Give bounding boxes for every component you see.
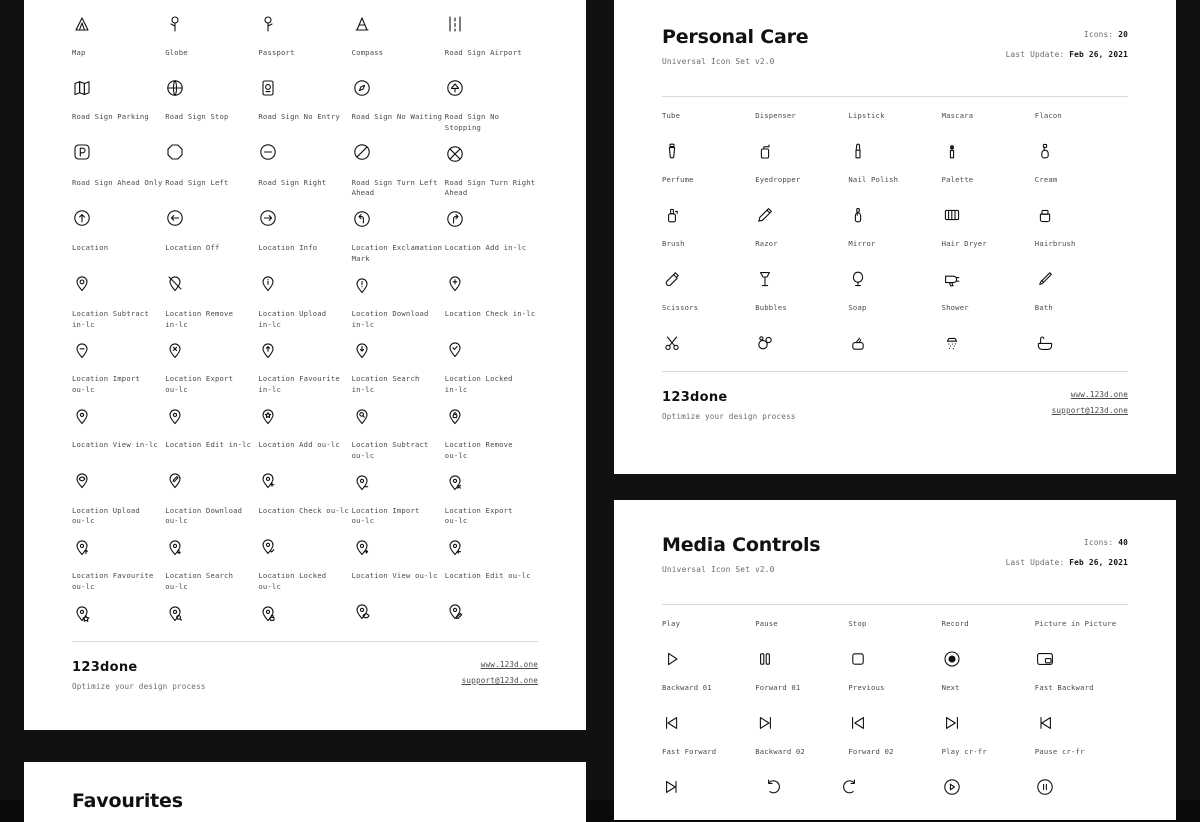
passport-icon[interactable] [258,78,351,98]
icon-label: Location Locked ou-lc [258,571,327,591]
website-link[interactable]: www.123d.one [1070,390,1128,399]
icon-label: Location [72,243,109,253]
icon-cell[interactable] [258,557,351,623]
road-sign-ahead-only-icon[interactable] [72,208,165,228]
last-update-line [1006,558,1128,567]
sheet-meta [1006,26,1128,70]
picture-in-picture-icon[interactable] [1035,649,1128,669]
road-sign-right-icon[interactable] [258,208,351,228]
icon-cell[interactable] [352,229,445,295]
icon-cell[interactable] [258,492,351,558]
icon-label: Bubbles [755,303,787,312]
play-cr-fr-icon[interactable] [942,777,1035,797]
icon-label: Flacon [1034,111,1062,120]
cream-icon[interactable] [1035,205,1128,225]
icon-label: Location Import ou-lc [351,505,420,526]
page-title: Media Controls [662,534,821,556]
icon-label: Location Download in-lc [351,308,429,329]
icon-cell[interactable] [165,34,258,98]
mirror-icon[interactable] [848,269,941,289]
icon-label: Map [72,48,86,57]
last-update-label: Last Update: [1005,558,1065,567]
icon-cell[interactable] [1035,289,1128,353]
icons-count-value: 40 [1118,538,1128,547]
icon-cell[interactable] [72,229,165,295]
location-favourite-ou-lc-icon[interactable] [72,603,165,623]
flacon-icon[interactable] [1035,141,1128,161]
icon-label: Location Subtract in-lc [72,308,149,329]
icon-cell[interactable] [848,225,941,289]
location-info-icon[interactable] [258,273,351,293]
mascara-icon[interactable] [942,141,1035,161]
icon-label: Soap [848,303,867,312]
icon-label: Bath [1034,303,1053,312]
icon-cell[interactable] [72,34,165,98]
play-icon[interactable] [662,649,755,669]
icon-cell[interactable] [165,426,258,492]
icon-cell[interactable] [352,34,445,98]
icon-cell[interactable] [258,98,351,164]
traffic-cone-icon[interactable] [352,14,445,34]
icon-cell[interactable] [942,733,1035,797]
icon-label: Backward 01 [662,683,712,692]
icon-label: Scissors [662,303,699,312]
icon-cell[interactable] [942,605,1035,669]
icon-label: Nail Polish [848,175,899,184]
icon-label [72,0,165,4]
location-subtract-ou-lc-icon[interactable] [352,472,445,492]
backward-02-icon[interactable] [755,777,848,797]
compass-icon[interactable] [352,78,445,98]
icon-cell[interactable] [848,733,941,797]
icon-cell[interactable] [352,295,445,361]
location-exclamation-mark-icon[interactable] [352,275,445,295]
icon-label: Road Sign No Entry [258,112,340,121]
location-download-in-lc-icon[interactable] [352,340,445,360]
backward-01-icon[interactable] [662,713,755,733]
icon-label: Location Upload ou-lc [72,505,140,526]
icon-cell[interactable] [165,492,258,558]
location-subtract-in-lc-icon[interactable] [72,340,165,360]
icon-label: Previous [848,683,885,692]
icon-cell[interactable] [942,161,1035,225]
icon-cell[interactable] [445,360,538,426]
brand-block [72,660,206,691]
icon-label: Fast Forward [662,747,717,756]
lipstick-icon[interactable] [848,141,941,161]
record-icon[interactable] [942,649,1035,669]
icon-label: Location Edit ou-lc [444,571,531,581]
location-view-ou-lc-icon[interactable] [352,601,445,621]
icon-label: Location Search ou-lc [165,571,234,591]
location-add-ou-lc-icon[interactable] [258,470,351,490]
icon-label: Cream [1034,175,1058,184]
brand-block [662,390,796,421]
icon-cell[interactable] [258,426,351,492]
location-export-ou-lc-2-icon[interactable] [445,537,538,557]
icon-cell[interactable] [755,605,848,669]
icon-label: Location View in-lc [72,439,159,449]
icon-label: Road Sign Airport [444,48,522,57]
support-email-link[interactable]: support@123d.one [461,675,538,685]
footer-links [462,660,538,692]
icon-label: Play cr-fr [941,747,987,756]
icon-cell[interactable] [72,557,165,623]
icon-label: Location Check in-lc [444,308,536,318]
location-upload-ou-lc-icon[interactable] [72,537,165,557]
scissors-icon[interactable] [662,333,755,353]
icon-cell[interactable] [1035,669,1128,733]
location-locked-ou-lc-icon[interactable] [258,603,351,623]
icon-cell[interactable] [258,295,351,361]
sheet-footer [72,641,538,692]
last-update-value: Feb 26, 2021 [1069,50,1128,59]
icon-cell[interactable] [848,605,941,669]
page-subtitle: Universal Icon Set v2.0 [662,57,775,66]
icon-label: Location Export ou-lc [444,505,513,526]
icon-label: Palette [941,175,974,184]
icons-count-line [1006,30,1128,39]
icon-label: Road Sign Turn Right Ahead [444,177,536,198]
icon-label: Location Search in-lc [351,374,420,395]
icon-cell[interactable] [445,426,538,492]
icon-cell[interactable] [445,164,538,230]
forward-01-icon[interactable] [755,713,848,733]
website-link[interactable]: www.123d.one [480,659,538,669]
road-sign-left-icon[interactable] [165,208,258,228]
bath-icon[interactable] [1035,333,1128,353]
icon-cell[interactable] [165,164,258,230]
icon-label: Road Sign Stop [165,112,229,121]
icon-label: Road Sign Left [165,177,229,187]
icon-cell[interactable] [755,669,848,733]
icon-grid-maps-location [72,0,538,623]
icon-cell[interactable] [445,0,538,34]
location-off-icon[interactable] [165,273,258,293]
icons-count-label: Icons: [1083,30,1114,39]
icon-cell[interactable] [258,360,351,426]
icon-cell[interactable] [445,492,538,558]
globe-icon[interactable] [165,78,258,98]
icon-cell[interactable] [662,161,755,225]
icon-cell[interactable] [258,229,351,295]
icon-label [258,0,351,4]
sheet-meta [1006,534,1128,578]
last-update-value: Feb 26, 2021 [1069,558,1128,567]
support-email-link[interactable]: support@123d.one [1051,406,1128,415]
icon-cell[interactable] [755,161,848,225]
road-sign-parking-icon[interactable] [72,142,165,162]
icon-label: Mirror [848,239,876,248]
icon-sheet-maps-location [24,0,586,730]
icon-cell[interactable] [352,360,445,426]
icon-label: Next [941,683,960,692]
stop-icon[interactable] [848,649,941,669]
icon-label: Pause cr-fr [1034,747,1085,756]
road-sign-no-entry-icon[interactable] [258,142,351,162]
location-check-ou-lc-icon[interactable] [258,536,351,556]
icon-sheet-favourites [24,762,586,822]
icon-cell[interactable] [848,289,941,353]
tube-icon[interactable] [662,141,755,161]
location-upload-in-lc-icon[interactable] [258,340,351,360]
pointer-left-icon[interactable] [165,14,258,34]
location-locked-in-lc-icon[interactable] [445,406,538,426]
icon-cell[interactable] [942,225,1035,289]
icon-cell[interactable] [662,289,755,353]
soap-icon[interactable] [848,333,941,353]
map-icon[interactable] [72,78,165,98]
fast-forward-icon[interactable] [662,777,755,797]
pointer-right-icon[interactable] [258,14,351,34]
icon-cell[interactable] [72,98,165,164]
location-export-ou-lc-icon[interactable] [165,406,258,426]
previous-icon[interactable] [848,713,941,733]
nail-polish-icon[interactable] [848,205,941,225]
icon-label: Road Sign No Waiting [351,112,443,121]
icon-label: Location Subtract ou-lc [351,439,429,460]
brand-tagline: Optimize your design process [72,681,206,691]
icon-label: Fast Backward [1034,683,1094,692]
icon-label: Location Edit in-lc [165,439,252,449]
location-download-ou-lc-icon[interactable] [165,537,258,557]
icon-label: Hair Dryer [941,239,987,248]
location-icon[interactable] [72,273,165,293]
icon-sheet-media-controls [614,500,1176,820]
location-favourite-in-lc-icon[interactable] [258,406,351,426]
icon-label: Eyedropper [755,175,801,184]
icon-label [352,0,445,4]
icon-cell[interactable] [72,295,165,361]
icon-cell[interactable] [352,492,445,558]
icon-cell[interactable] [72,360,165,426]
icon-cell[interactable] [662,97,755,161]
razor-icon[interactable] [755,269,848,289]
icon-label: Location Exclamation Mark [351,243,443,263]
brand-logo: 123done [72,659,138,675]
icon-cell[interactable] [72,164,165,230]
icon-cell[interactable] [1035,225,1128,289]
icon-label: Location Add in-lc [444,243,527,253]
icon-cell[interactable] [258,164,351,230]
dispenser-icon[interactable] [755,141,848,161]
icon-label: Road Sign Ahead Only [72,177,163,187]
icon-label: Mascara [941,111,974,120]
icon-label: Compass [351,48,384,57]
shower-icon[interactable] [942,333,1035,353]
icon-label: Perfume [662,175,694,184]
icon-cell[interactable] [445,34,538,98]
icon-cell[interactable] [848,669,941,733]
icon-cell[interactable] [942,669,1035,733]
icons-count-label: Icons: [1083,538,1114,547]
icon-cell[interactable] [165,295,258,361]
footer-links [1052,390,1128,422]
icon-cell[interactable] [662,733,755,797]
icon-label: Location Add ou-lc [258,439,340,449]
bubbles-icon[interactable] [755,333,848,353]
icon-cell[interactable] [165,98,258,164]
icon-label: Road Sign Parking [72,112,149,121]
location-check-in-lc-icon[interactable] [445,339,538,359]
brand-tagline: Optimize your design process [662,412,796,421]
icon-label: Backward 02 [755,747,805,756]
icon-label: Pause [755,619,778,628]
icon-label: Location Locked in-lc [444,374,513,395]
icon-cell[interactable] [165,360,258,426]
icon-cell[interactable] [445,557,538,623]
sheet-footer [662,371,1128,422]
icon-grid-personal-care [662,97,1128,353]
icon-label: Location Favourite in-lc [258,374,340,395]
icon-cell[interactable] [352,557,445,623]
icon-cell[interactable] [445,229,538,295]
icon-cell[interactable] [942,289,1035,353]
icon-label: Location Off [165,243,220,253]
road-sign-no-stopping-icon[interactable] [445,144,538,164]
road-sign-airport-icon[interactable] [445,78,538,98]
icon-label: Tube [662,111,681,120]
icon-grid-media-controls [662,605,1128,797]
icon-cell[interactable] [445,98,538,164]
icon-label: Location Info [258,243,318,253]
icon-cell[interactable] [848,161,941,225]
icon-label: Location Favourite ou-lc [72,571,154,591]
icon-label: Location Check ou-lc [258,505,349,515]
page-title: Personal Care [662,26,809,48]
location-edit-in-lc-icon[interactable] [165,470,258,490]
icon-label [445,0,538,4]
last-update-line [1006,50,1128,59]
icon-label: Location Import ou-lc [72,374,140,395]
icon-cell[interactable] [1035,161,1128,225]
last-update-label: Last Update: [1005,50,1065,59]
icon-cell[interactable] [445,295,538,361]
perfume-icon[interactable] [662,205,755,225]
page-subtitle: Universal Icon Set v2.0 [662,565,775,574]
icon-cell[interactable] [755,97,848,161]
hair-dryer-icon[interactable] [942,269,1035,289]
icon-label: Record [941,619,969,628]
icon-cell[interactable] [72,492,165,558]
location-add-in-lc-icon[interactable] [445,273,538,293]
location-edit-ou-lc-icon[interactable] [445,601,538,621]
icon-label: Globe [165,48,188,57]
road-sign-stop-icon[interactable] [165,142,258,162]
icon-label: Brush [662,239,685,248]
icon-cell[interactable] [1035,97,1128,161]
icon-label: Forward 02 [848,747,894,756]
page-title: Favourites [72,790,183,812]
icon-label: Road Sign Turn Left Ahead [351,177,438,198]
sheet-header [662,0,1128,70]
location-import-ou-lc-icon[interactable] [72,406,165,426]
icon-label: Location Upload in-lc [258,308,327,329]
icon-label: Dispenser [755,111,796,120]
icon-label: Play [662,619,681,628]
location-remove-ou-lc-icon[interactable] [445,472,538,492]
icon-label: Road Sign Right [258,177,327,187]
sheet-header [662,500,1128,578]
brand-logo: 123done [662,390,728,405]
icon-label: Location Download ou-lc [165,505,243,526]
icon-cell[interactable] [72,426,165,492]
icon-cell[interactable] [352,98,445,164]
location-import-ou-lc-2-icon[interactable] [352,537,445,557]
icon-cell[interactable] [755,289,848,353]
pause-icon[interactable] [755,649,848,669]
icon-cell[interactable] [165,557,258,623]
icon-label: Picture in Picture [1034,619,1117,628]
icon-cell[interactable] [662,669,755,733]
icon-cell[interactable] [258,34,351,98]
road-sign-turn-right-ahead-icon[interactable] [445,209,538,229]
icon-label: Location Remove in-lc [165,308,234,329]
icon-cell[interactable] [1035,605,1128,669]
location-search-ou-lc-icon[interactable] [165,603,258,623]
eyedropper-icon[interactable] [755,205,848,225]
campsite-icon[interactable] [72,14,165,34]
icon-cell[interactable] [755,225,848,289]
next-icon[interactable] [942,713,1035,733]
icon-label: Razor [755,239,778,248]
icon-label: Road Sign No Stopping [444,112,500,132]
brush-icon[interactable] [662,269,755,289]
fast-backward-icon[interactable] [1035,713,1128,733]
icon-cell[interactable] [352,426,445,492]
location-view-in-lc-icon[interactable] [72,470,165,490]
icon-label: Lipstick [848,111,885,120]
icon-label: Hairbrush [1034,239,1076,248]
icon-label: Passport [258,48,295,57]
icon-cell[interactable] [662,225,755,289]
icon-label: Location Remove ou-lc [444,439,513,460]
icon-cell[interactable] [662,605,755,669]
forward-02-icon[interactable] [848,777,941,797]
icon-label: Shower [941,303,969,312]
icon-cell[interactable] [258,0,351,34]
palette-icon[interactable] [942,205,1035,225]
icon-label: Location Export ou-lc [165,374,234,395]
road-sign-turn-left-ahead-icon[interactable] [352,209,445,229]
road-sign-no-waiting-icon[interactable] [352,142,445,162]
icons-count-line [1006,538,1128,547]
location-search-in-lc-icon[interactable] [352,406,445,426]
icon-label: Stop [848,619,867,628]
icons-count-value: 20 [1118,30,1128,39]
icon-cell[interactable] [848,97,941,161]
icon-sheet-personal-care [614,0,1176,474]
icon-cell[interactable] [755,733,848,797]
pause-cr-fr-icon[interactable] [1035,777,1128,797]
icon-cell[interactable] [72,0,165,34]
icon-label [165,0,258,4]
icon-cell[interactable] [942,97,1035,161]
icon-cell[interactable] [1035,733,1128,797]
icon-cell[interactable] [352,0,445,34]
icon-cell[interactable] [165,229,258,295]
icon-cell[interactable] [165,0,258,34]
icon-label: Location View ou-lc [351,571,438,581]
hairbrush-icon[interactable] [1035,269,1128,289]
icon-label: Forward 01 [755,683,801,692]
icon-cell[interactable] [352,164,445,230]
location-remove-in-lc-icon[interactable] [165,340,258,360]
road-icon[interactable] [445,14,538,34]
